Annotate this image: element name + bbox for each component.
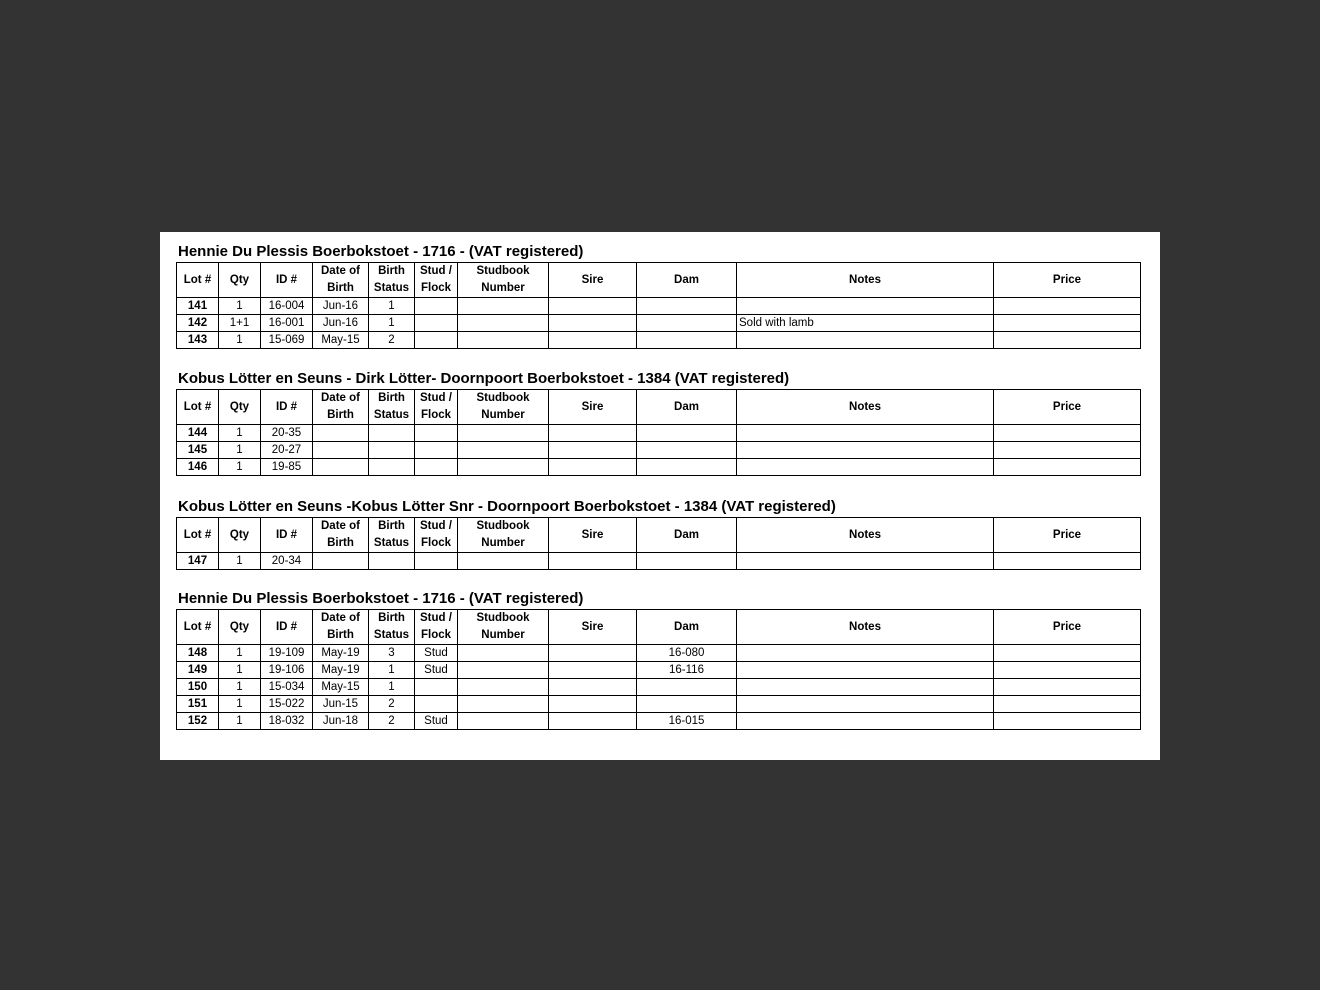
header-id: ID # xyxy=(261,518,313,553)
section-title: Kobus Lötter en Seuns - Dirk Lötter- Doornpoort Boerbokstoet - 1384 (VAT registered) xyxy=(178,370,790,387)
cell-studbook-number xyxy=(458,425,549,442)
cell-birth-status: 3 xyxy=(369,645,415,662)
cell-dam xyxy=(637,332,737,349)
header-studbook-number: Studbook Number xyxy=(458,390,549,425)
cell-birth-status: 2 xyxy=(369,713,415,730)
cell-date-of-birth xyxy=(313,553,369,570)
document-page xyxy=(160,232,1160,760)
cell-id: 20-35 xyxy=(261,425,313,442)
header-stud-flock: Stud / Flock xyxy=(415,263,458,298)
cell-notes xyxy=(737,298,994,315)
cell-stud-flock xyxy=(415,553,458,570)
header-birth-status: Birth Status xyxy=(369,518,415,553)
auction-section xyxy=(176,242,1140,349)
cell-date-of-birth: Jun-18 xyxy=(313,713,369,730)
cell-birth-status: 1 xyxy=(369,662,415,679)
cell-id: 15-034 xyxy=(261,679,313,696)
cell-date-of-birth: May-15 xyxy=(313,332,369,349)
section-title: Kobus Lötter en Seuns -Kobus Lötter Snr - Doornpoort Boerbokstoet - 1384 (VAT registered) xyxy=(178,498,836,515)
header-birth-status: Birth Status xyxy=(369,263,415,298)
table-row xyxy=(177,645,1141,662)
header-lot: Lot # xyxy=(177,263,219,298)
header-row xyxy=(177,610,1141,645)
cell-id: 20-34 xyxy=(261,553,313,570)
cell-lot: 142 xyxy=(177,315,219,332)
cell-lot: 145 xyxy=(177,442,219,459)
cell-lot: 141 xyxy=(177,298,219,315)
header-id: ID # xyxy=(261,390,313,425)
cell-qty: 1 xyxy=(219,553,261,570)
cell-notes xyxy=(737,425,994,442)
header-birth-status: Birth Status xyxy=(369,610,415,645)
cell-price xyxy=(994,645,1141,662)
header-birth-status: Birth Status xyxy=(369,390,415,425)
cell-sire xyxy=(549,679,637,696)
header-price: Price xyxy=(994,263,1141,298)
cell-date-of-birth: May-19 xyxy=(313,645,369,662)
cell-notes xyxy=(737,553,994,570)
cell-studbook-number xyxy=(458,713,549,730)
cell-sire xyxy=(549,298,637,315)
table-row xyxy=(177,332,1141,349)
cell-dam xyxy=(637,696,737,713)
cell-price xyxy=(994,713,1141,730)
header-lot: Lot # xyxy=(177,610,219,645)
cell-id: 15-069 xyxy=(261,332,313,349)
cell-sire xyxy=(549,553,637,570)
cell-date-of-birth xyxy=(313,425,369,442)
cell-birth-status: 1 xyxy=(369,315,415,332)
header-sire: Sire xyxy=(549,263,637,298)
cell-date-of-birth: Jun-15 xyxy=(313,696,369,713)
table-row xyxy=(177,442,1141,459)
table-row xyxy=(177,425,1141,442)
cell-sire xyxy=(549,332,637,349)
header-dam: Dam xyxy=(637,610,737,645)
cell-studbook-number xyxy=(458,645,549,662)
cell-lot: 144 xyxy=(177,425,219,442)
cell-dam: 16-116 xyxy=(637,662,737,679)
cell-sire xyxy=(549,442,637,459)
cell-date-of-birth: May-15 xyxy=(313,679,369,696)
cell-lot: 150 xyxy=(177,679,219,696)
cell-id: 16-004 xyxy=(261,298,313,315)
header-row xyxy=(177,263,1141,298)
cell-dam: 16-080 xyxy=(637,645,737,662)
header-notes: Notes xyxy=(737,263,994,298)
cell-id: 18-032 xyxy=(261,713,313,730)
auction-section xyxy=(176,369,1140,476)
cell-studbook-number xyxy=(458,298,549,315)
cell-sire xyxy=(549,696,637,713)
header-dam: Dam xyxy=(637,518,737,553)
cell-sire xyxy=(549,713,637,730)
cell-studbook-number xyxy=(458,332,549,349)
cell-date-of-birth: Jun-16 xyxy=(313,315,369,332)
lots-table xyxy=(176,262,1141,349)
cell-notes xyxy=(737,713,994,730)
cell-birth-status: 1 xyxy=(369,679,415,696)
cell-id: 20-27 xyxy=(261,442,313,459)
cell-birth-status xyxy=(369,459,415,476)
cell-studbook-number xyxy=(458,553,549,570)
cell-lot: 143 xyxy=(177,332,219,349)
cell-stud-flock xyxy=(415,459,458,476)
lots-table xyxy=(176,609,1141,730)
cell-sire xyxy=(549,662,637,679)
header-date-of-birth: Date of Birth xyxy=(313,263,369,298)
cell-stud-flock xyxy=(415,332,458,349)
cell-lot: 147 xyxy=(177,553,219,570)
cell-qty: 1 xyxy=(219,662,261,679)
header-notes: Notes xyxy=(737,610,994,645)
lots-table xyxy=(176,389,1141,476)
cell-dam xyxy=(637,298,737,315)
cell-dam xyxy=(637,315,737,332)
cell-lot: 151 xyxy=(177,696,219,713)
cell-price xyxy=(994,662,1141,679)
cell-sire xyxy=(549,315,637,332)
table-row xyxy=(177,553,1141,570)
header-sire: Sire xyxy=(549,610,637,645)
cell-dam xyxy=(637,425,737,442)
cell-qty: 1 xyxy=(219,679,261,696)
header-row xyxy=(177,390,1141,425)
header-stud-flock: Stud / Flock xyxy=(415,610,458,645)
table-row xyxy=(177,679,1141,696)
table-row xyxy=(177,662,1141,679)
cell-qty: 1 xyxy=(219,696,261,713)
header-qty: Qty xyxy=(219,518,261,553)
cell-price xyxy=(994,298,1141,315)
header-qty: Qty xyxy=(219,390,261,425)
cell-dam: 16-015 xyxy=(637,713,737,730)
cell-studbook-number xyxy=(458,315,549,332)
cell-notes: Sold with lamb xyxy=(737,315,994,332)
header-dam: Dam xyxy=(637,390,737,425)
cell-dam xyxy=(637,679,737,696)
cell-qty: 1+1 xyxy=(219,315,261,332)
cell-studbook-number xyxy=(458,679,549,696)
cell-price xyxy=(994,442,1141,459)
header-date-of-birth: Date of Birth xyxy=(313,610,369,645)
cell-price xyxy=(994,459,1141,476)
header-notes: Notes xyxy=(737,518,994,553)
cell-date-of-birth: Jun-16 xyxy=(313,298,369,315)
cell-lot: 152 xyxy=(177,713,219,730)
cell-dam xyxy=(637,442,737,459)
cell-stud-flock xyxy=(415,315,458,332)
cell-qty: 1 xyxy=(219,645,261,662)
cell-notes xyxy=(737,662,994,679)
cell-id: 16-001 xyxy=(261,315,313,332)
table-row xyxy=(177,713,1141,730)
header-sire: Sire xyxy=(549,390,637,425)
section-title: Hennie Du Plessis Boerbokstoet - 1716 - (VAT registered) xyxy=(178,590,584,607)
cell-price xyxy=(994,696,1141,713)
cell-stud-flock xyxy=(415,425,458,442)
header-id: ID # xyxy=(261,263,313,298)
header-sire: Sire xyxy=(549,518,637,553)
cell-stud-flock: Stud xyxy=(415,645,458,662)
cell-studbook-number xyxy=(458,459,549,476)
cell-notes xyxy=(737,645,994,662)
header-studbook-number: Studbook Number xyxy=(458,263,549,298)
cell-notes xyxy=(737,442,994,459)
header-row xyxy=(177,518,1141,553)
header-id: ID # xyxy=(261,610,313,645)
header-studbook-number: Studbook Number xyxy=(458,518,549,553)
header-date-of-birth: Date of Birth xyxy=(313,390,369,425)
cell-stud-flock: Stud xyxy=(415,713,458,730)
cell-studbook-number xyxy=(458,696,549,713)
cell-qty: 1 xyxy=(219,459,261,476)
cell-stud-flock xyxy=(415,679,458,696)
cell-price xyxy=(994,332,1141,349)
header-dam: Dam xyxy=(637,263,737,298)
header-lot: Lot # xyxy=(177,518,219,553)
cell-stud-flock xyxy=(415,442,458,459)
header-qty: Qty xyxy=(219,263,261,298)
cell-date-of-birth xyxy=(313,459,369,476)
cell-sire xyxy=(549,425,637,442)
cell-sire xyxy=(549,459,637,476)
cell-id: 15-022 xyxy=(261,696,313,713)
cell-notes xyxy=(737,332,994,349)
cell-studbook-number xyxy=(458,662,549,679)
cell-lot: 148 xyxy=(177,645,219,662)
cell-notes xyxy=(737,696,994,713)
cell-price xyxy=(994,425,1141,442)
cell-birth-status: 2 xyxy=(369,696,415,713)
cell-dam xyxy=(637,553,737,570)
header-price: Price xyxy=(994,390,1141,425)
cell-date-of-birth xyxy=(313,442,369,459)
cell-qty: 1 xyxy=(219,298,261,315)
cell-dam xyxy=(637,459,737,476)
cell-qty: 1 xyxy=(219,713,261,730)
cell-lot: 149 xyxy=(177,662,219,679)
cell-birth-status: 2 xyxy=(369,332,415,349)
lots-table xyxy=(176,517,1141,570)
header-date-of-birth: Date of Birth xyxy=(313,518,369,553)
cell-stud-flock: Stud xyxy=(415,662,458,679)
cell-price xyxy=(994,679,1141,696)
cell-stud-flock xyxy=(415,696,458,713)
table-row xyxy=(177,298,1141,315)
cell-price xyxy=(994,553,1141,570)
header-stud-flock: Stud / Flock xyxy=(415,390,458,425)
cell-birth-status xyxy=(369,553,415,570)
header-studbook-number: Studbook Number xyxy=(458,610,549,645)
header-lot: Lot # xyxy=(177,390,219,425)
table-row xyxy=(177,696,1141,713)
cell-id: 19-106 xyxy=(261,662,313,679)
header-stud-flock: Stud / Flock xyxy=(415,518,458,553)
cell-lot: 146 xyxy=(177,459,219,476)
cell-qty: 1 xyxy=(219,332,261,349)
table-row xyxy=(177,459,1141,476)
cell-stud-flock xyxy=(415,298,458,315)
cell-birth-status xyxy=(369,442,415,459)
header-qty: Qty xyxy=(219,610,261,645)
cell-id: 19-85 xyxy=(261,459,313,476)
cell-birth-status: 1 xyxy=(369,298,415,315)
header-price: Price xyxy=(994,610,1141,645)
cell-id: 19-109 xyxy=(261,645,313,662)
auction-section xyxy=(176,589,1140,730)
cell-birth-status xyxy=(369,425,415,442)
cell-qty: 1 xyxy=(219,425,261,442)
header-price: Price xyxy=(994,518,1141,553)
header-notes: Notes xyxy=(737,390,994,425)
cell-notes xyxy=(737,459,994,476)
section-title: Hennie Du Plessis Boerbokstoet - 1716 - (VAT registered) xyxy=(178,243,584,260)
table-row xyxy=(177,315,1141,332)
cell-price xyxy=(994,315,1141,332)
cell-studbook-number xyxy=(458,442,549,459)
cell-qty: 1 xyxy=(219,442,261,459)
auction-section xyxy=(176,497,1140,570)
cell-notes xyxy=(737,679,994,696)
cell-sire xyxy=(549,645,637,662)
cell-date-of-birth: May-19 xyxy=(313,662,369,679)
